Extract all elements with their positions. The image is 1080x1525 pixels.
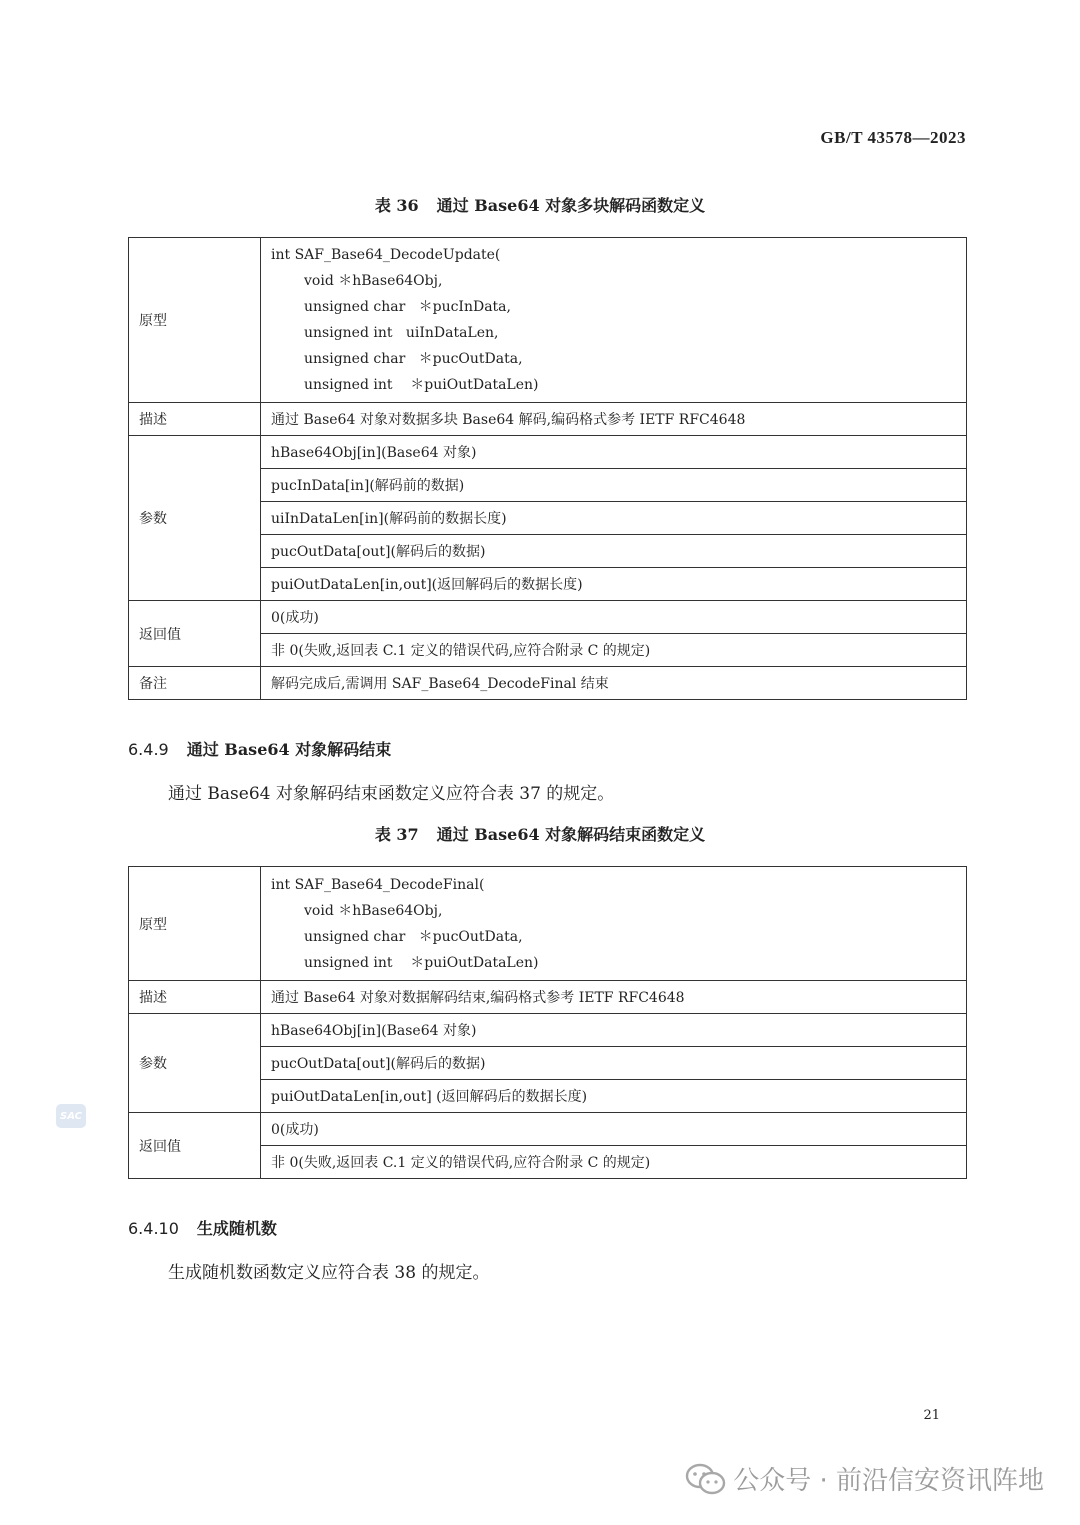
section-title: 生成随机数: [196, 1219, 277, 1238]
prototype-line: unsigned int ＊puiOutDataLen): [304, 954, 539, 971]
wechat-icon: [685, 1462, 727, 1496]
prototype-line: void ＊hBase64Obj,: [304, 902, 443, 919]
return-value-label: 返回值: [129, 1113, 261, 1179]
prototype-line: unsigned char ＊pucInData,: [304, 299, 511, 315]
section-6-4-9-heading: [128, 737, 391, 760]
prototype-line: int SAF_Base64_DecodeUpdate(: [271, 247, 501, 263]
table-36-caption-number: 表 36: [374, 196, 419, 215]
note-cell: 解码完成后,需调用 SAF_Base64_DecodeFinal 结束: [261, 667, 967, 700]
footer-text: 公众号 · 前沿信安资讯阵地: [733, 1466, 1044, 1496]
table-36-caption-title: 通过 Base64 对象多块解码函数定义: [436, 196, 706, 215]
parameter-cell: pucOutData[out](解码后的数据): [261, 1047, 967, 1080]
prototype-line: unsigned char ＊pucOutData,: [304, 928, 523, 945]
prototype-line: void ＊hBase64Obj,: [304, 273, 443, 289]
parameter-cell: uiInDataLen[in](解码前的数据长度): [261, 502, 967, 535]
return-value-label: 返回值: [129, 601, 261, 667]
parameters-label: 参数: [129, 1014, 261, 1113]
prototype-line: unsigned char ＊pucOutData,: [304, 351, 523, 367]
table-36: [128, 237, 967, 700]
table-37-caption-title: 通过 Base64 对象解码结束函数定义: [436, 825, 706, 844]
note-label: 备注: [129, 667, 261, 700]
prototype-label: 原型: [129, 238, 261, 403]
prototype-cell: [261, 238, 967, 403]
section-6-4-9-text: 通过 Base64 对象解码结束函数定义应符合表 37 的规定。: [168, 784, 615, 804]
prototype-cell: [261, 867, 967, 981]
prototype-label: 原型: [129, 867, 261, 981]
parameters-label: 参数: [129, 436, 261, 601]
return-value-cell: 非 0(失败,返回表 C.1 定义的错误代码,应符合附录 C 的规定): [261, 634, 967, 667]
table-36-caption: [0, 193, 1080, 216]
page-number: 21: [923, 1408, 940, 1423]
return-value-cell: 0(成功): [261, 601, 967, 634]
table-37-caption: [0, 822, 1080, 845]
description-cell: 通过 Base64 对象对数据解码结束,编码格式参考 IETF RFC4648: [261, 981, 967, 1014]
section-number: 6.4.9: [128, 740, 169, 759]
parameter-cell: hBase64Obj[in](Base64 对象): [261, 1014, 967, 1047]
table-37-caption-number: 表 37: [374, 825, 419, 844]
parameter-cell: puiOutDataLen[in,out](返回解码后的数据长度): [261, 568, 967, 601]
table-37: [128, 866, 967, 1179]
section-6-4-10-text: 生成随机数函数定义应符合表 38 的规定。: [168, 1263, 490, 1283]
description-cell: 通过 Base64 对象对数据多块 Base64 解码,编码格式参考 IETF RFC4648: [261, 403, 967, 436]
section-6-4-10-heading: [128, 1216, 277, 1239]
return-value-cell: 0(成功): [261, 1113, 967, 1146]
description-label: 描述: [129, 981, 261, 1014]
sac-watermark: SAC: [56, 1104, 86, 1128]
description-label: 描述: [129, 403, 261, 436]
prototype-line: unsigned int ＊puiOutDataLen): [304, 377, 539, 393]
prototype-line: unsigned int uiInDataLen,: [304, 325, 499, 341]
section-number: 6.4.10: [128, 1219, 179, 1238]
parameter-cell: pucOutData[out](解码后的数据): [261, 535, 967, 568]
standard-number: GB/T 43578—2023: [820, 128, 966, 147]
prototype-line: int SAF_Base64_DecodeFinal(: [271, 876, 485, 893]
section-title: 通过 Base64 对象解码结束: [186, 740, 392, 759]
footer: [685, 1460, 1044, 1497]
parameter-cell: puiOutDataLen[in,out] (返回解码后的数据长度): [261, 1080, 967, 1113]
return-value-cell: 非 0(失败,返回表 C.1 定义的错误代码,应符合附录 C 的规定): [261, 1146, 967, 1179]
parameter-cell: hBase64Obj[in](Base64 对象): [261, 436, 967, 469]
parameter-cell: pucInData[in](解码前的数据): [261, 469, 967, 502]
